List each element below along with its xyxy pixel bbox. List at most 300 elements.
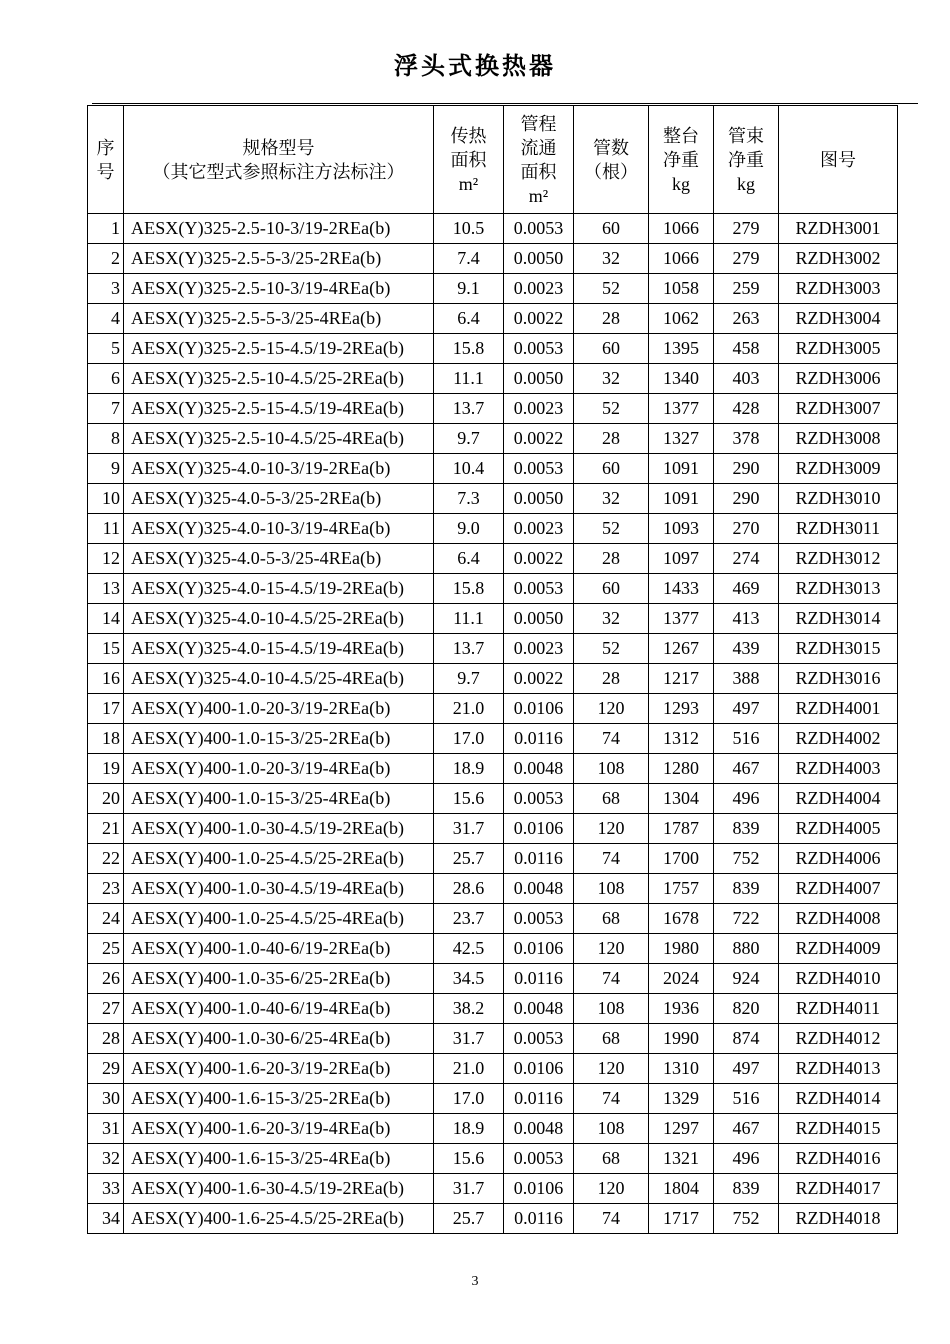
flow-area-cell: 0.0106 bbox=[504, 1054, 574, 1084]
bundle-weight-cell: 516 bbox=[714, 724, 779, 754]
flow-area-cell: 0.0053 bbox=[504, 454, 574, 484]
flow-area-cell: 0.0116 bbox=[504, 1084, 574, 1114]
area-cell: 42.5 bbox=[434, 934, 504, 964]
area-cell: 34.5 bbox=[434, 964, 504, 994]
tube-count-cell: 120 bbox=[574, 694, 649, 724]
spec-cell: AESX(Y)400-1.0-40-6/19-4REa(b) bbox=[124, 994, 434, 1024]
total-weight-cell: 1321 bbox=[649, 1144, 714, 1174]
bundle-weight-cell: 752 bbox=[714, 1204, 779, 1234]
drawing-number-cell: RZDH3007 bbox=[779, 394, 898, 424]
tube-count-cell: 60 bbox=[574, 334, 649, 364]
spec-cell: AESX(Y)400-1.0-20-3/19-4REa(b) bbox=[124, 754, 434, 784]
header-tube-flow-area: 管程 流通 面积 m² bbox=[504, 106, 574, 214]
table-row bbox=[88, 304, 898, 334]
tube-count-cell: 60 bbox=[574, 214, 649, 244]
flow-area-cell: 0.0022 bbox=[504, 424, 574, 454]
tube-count-cell: 120 bbox=[574, 1174, 649, 1204]
bundle-weight-cell: 403 bbox=[714, 364, 779, 394]
spec-cell: AESX(Y)325-4.0-10-4.5/25-2REa(b) bbox=[124, 604, 434, 634]
total-weight-cell: 1280 bbox=[649, 754, 714, 784]
area-cell: 15.6 bbox=[434, 784, 504, 814]
total-weight-cell: 1700 bbox=[649, 844, 714, 874]
tube-count-cell: 108 bbox=[574, 994, 649, 1024]
total-weight-cell: 1787 bbox=[649, 814, 714, 844]
flow-area-cell: 0.0050 bbox=[504, 604, 574, 634]
area-cell: 25.7 bbox=[434, 1204, 504, 1234]
flow-area-cell: 0.0116 bbox=[504, 1204, 574, 1234]
drawing-number-cell: RZDH4012 bbox=[779, 1024, 898, 1054]
total-weight-cell: 1377 bbox=[649, 394, 714, 424]
header-spec: 规格型号 （其它型式参照标注方法标注） bbox=[124, 106, 434, 214]
total-weight-cell: 1097 bbox=[649, 544, 714, 574]
area-cell: 9.0 bbox=[434, 514, 504, 544]
flow-area-cell: 0.0106 bbox=[504, 694, 574, 724]
table-row bbox=[88, 994, 898, 1024]
total-weight-cell: 1058 bbox=[649, 274, 714, 304]
total-weight-cell: 1293 bbox=[649, 694, 714, 724]
table-row bbox=[88, 214, 898, 244]
area-cell: 17.0 bbox=[434, 724, 504, 754]
table-row bbox=[88, 724, 898, 754]
total-weight-cell: 1217 bbox=[649, 664, 714, 694]
area-cell: 31.7 bbox=[434, 1174, 504, 1204]
area-cell: 31.7 bbox=[434, 1024, 504, 1054]
area-cell: 9.1 bbox=[434, 274, 504, 304]
table-row bbox=[88, 634, 898, 664]
area-cell: 18.9 bbox=[434, 1114, 504, 1144]
flow-area-cell: 0.0048 bbox=[504, 1114, 574, 1144]
area-cell: 15.8 bbox=[434, 334, 504, 364]
drawing-number-cell: RZDH3006 bbox=[779, 364, 898, 394]
drawing-number-cell: RZDH3003 bbox=[779, 274, 898, 304]
bundle-weight-cell: 378 bbox=[714, 424, 779, 454]
table-row bbox=[88, 1144, 898, 1174]
table-row bbox=[88, 424, 898, 454]
table-row bbox=[88, 844, 898, 874]
bundle-weight-cell: 279 bbox=[714, 214, 779, 244]
header-row bbox=[88, 106, 898, 214]
spec-cell: AESX(Y)400-1.6-30-4.5/19-2REa(b) bbox=[124, 1174, 434, 1204]
flow-area-cell: 0.0023 bbox=[504, 274, 574, 304]
total-weight-cell: 1066 bbox=[649, 244, 714, 274]
bundle-weight-cell: 270 bbox=[714, 514, 779, 544]
drawing-number-cell: RZDH4005 bbox=[779, 814, 898, 844]
drawing-number-cell: RZDH4013 bbox=[779, 1054, 898, 1084]
area-cell: 25.7 bbox=[434, 844, 504, 874]
spec-cell: AESX(Y)400-1.6-15-3/25-4REa(b) bbox=[124, 1144, 434, 1174]
area-cell: 15.6 bbox=[434, 1144, 504, 1174]
spec-cell: AESX(Y)325-4.0-5-3/25-4REa(b) bbox=[124, 544, 434, 574]
area-cell: 9.7 bbox=[434, 664, 504, 694]
tube-count-cell: 108 bbox=[574, 874, 649, 904]
row-number: 8 bbox=[88, 424, 124, 454]
total-weight-cell: 1377 bbox=[649, 604, 714, 634]
total-weight-cell: 1093 bbox=[649, 514, 714, 544]
table-row bbox=[88, 664, 898, 694]
tube-count-cell: 74 bbox=[574, 1204, 649, 1234]
spec-cell: AESX(Y)400-1.0-15-3/25-2REa(b) bbox=[124, 724, 434, 754]
table-row bbox=[88, 1174, 898, 1204]
total-weight-cell: 1395 bbox=[649, 334, 714, 364]
table-row bbox=[88, 1024, 898, 1054]
total-weight-cell: 1327 bbox=[649, 424, 714, 454]
area-cell: 6.4 bbox=[434, 304, 504, 334]
table-row bbox=[88, 484, 898, 514]
bundle-weight-cell: 413 bbox=[714, 604, 779, 634]
drawing-number-cell: RZDH3011 bbox=[779, 514, 898, 544]
tube-count-cell: 68 bbox=[574, 1144, 649, 1174]
tube-count-cell: 28 bbox=[574, 304, 649, 334]
tube-count-cell: 68 bbox=[574, 784, 649, 814]
tube-count-cell: 32 bbox=[574, 244, 649, 274]
bundle-weight-cell: 290 bbox=[714, 484, 779, 514]
area-cell: 7.3 bbox=[434, 484, 504, 514]
header-no: 序 号 bbox=[88, 106, 124, 214]
table-row bbox=[88, 1054, 898, 1084]
spec-cell: AESX(Y)400-1.0-30-4.5/19-4REa(b) bbox=[124, 874, 434, 904]
header-drawing: 图号 bbox=[779, 106, 898, 214]
total-weight-cell: 1310 bbox=[649, 1054, 714, 1084]
area-cell: 28.6 bbox=[434, 874, 504, 904]
area-cell: 21.0 bbox=[434, 1054, 504, 1084]
tube-count-cell: 28 bbox=[574, 664, 649, 694]
bundle-weight-cell: 274 bbox=[714, 544, 779, 574]
row-number: 3 bbox=[88, 274, 124, 304]
spec-cell: AESX(Y)400-1.0-25-4.5/25-4REa(b) bbox=[124, 904, 434, 934]
tube-count-cell: 52 bbox=[574, 634, 649, 664]
tube-count-cell: 32 bbox=[574, 364, 649, 394]
tube-count-cell: 52 bbox=[574, 394, 649, 424]
tube-count-cell: 74 bbox=[574, 844, 649, 874]
spec-cell: AESX(Y)325-2.5-10-4.5/25-4REa(b) bbox=[124, 424, 434, 454]
row-number: 11 bbox=[88, 514, 124, 544]
area-cell: 6.4 bbox=[434, 544, 504, 574]
row-number: 26 bbox=[88, 964, 124, 994]
drawing-number-cell: RZDH3002 bbox=[779, 244, 898, 274]
table-row bbox=[88, 814, 898, 844]
bundle-weight-cell: 924 bbox=[714, 964, 779, 994]
flow-area-cell: 0.0023 bbox=[504, 634, 574, 664]
spec-cell: AESX(Y)325-2.5-10-3/19-4REa(b) bbox=[124, 274, 434, 304]
table-row bbox=[88, 1084, 898, 1114]
spec-cell: AESX(Y)400-1.0-40-6/19-2REa(b) bbox=[124, 934, 434, 964]
tube-count-cell: 108 bbox=[574, 1114, 649, 1144]
drawing-number-cell: RZDH4006 bbox=[779, 844, 898, 874]
flow-area-cell: 0.0053 bbox=[504, 784, 574, 814]
flow-area-cell: 0.0048 bbox=[504, 754, 574, 784]
drawing-number-cell: RZDH3009 bbox=[779, 454, 898, 484]
total-weight-cell: 1433 bbox=[649, 574, 714, 604]
table-row bbox=[88, 394, 898, 424]
bundle-weight-cell: 496 bbox=[714, 784, 779, 814]
table-row bbox=[88, 904, 898, 934]
total-weight-cell: 1297 bbox=[649, 1114, 714, 1144]
spec-cell: AESX(Y)325-2.5-5-3/25-4REa(b) bbox=[124, 304, 434, 334]
drawing-number-cell: RZDH3004 bbox=[779, 304, 898, 334]
bundle-weight-cell: 752 bbox=[714, 844, 779, 874]
spec-cell: AESX(Y)325-2.5-10-3/19-2REa(b) bbox=[124, 214, 434, 244]
spec-cell: AESX(Y)400-1.0-30-4.5/19-2REa(b) bbox=[124, 814, 434, 844]
flow-area-cell: 0.0022 bbox=[504, 304, 574, 334]
area-cell: 15.8 bbox=[434, 574, 504, 604]
area-cell: 7.4 bbox=[434, 244, 504, 274]
page-title: 浮头式换热器 bbox=[394, 52, 556, 80]
bundle-weight-cell: 497 bbox=[714, 694, 779, 724]
spec-cell: AESX(Y)325-2.5-10-4.5/25-2REa(b) bbox=[124, 364, 434, 394]
total-weight-cell: 1304 bbox=[649, 784, 714, 814]
row-number: 32 bbox=[88, 1144, 124, 1174]
drawing-number-cell: RZDH4003 bbox=[779, 754, 898, 784]
total-weight-cell: 1804 bbox=[649, 1174, 714, 1204]
row-number: 9 bbox=[88, 454, 124, 484]
row-number: 22 bbox=[88, 844, 124, 874]
bundle-weight-cell: 839 bbox=[714, 1174, 779, 1204]
row-number: 23 bbox=[88, 874, 124, 904]
area-cell: 17.0 bbox=[434, 1084, 504, 1114]
drawing-number-cell: RZDH3016 bbox=[779, 664, 898, 694]
bundle-weight-cell: 497 bbox=[714, 1054, 779, 1084]
bundle-weight-cell: 388 bbox=[714, 664, 779, 694]
flow-area-cell: 0.0053 bbox=[504, 1144, 574, 1174]
row-number: 15 bbox=[88, 634, 124, 664]
tube-count-cell: 52 bbox=[574, 274, 649, 304]
table-row bbox=[88, 1114, 898, 1144]
row-number: 33 bbox=[88, 1174, 124, 1204]
bundle-weight-cell: 467 bbox=[714, 754, 779, 784]
flow-area-cell: 0.0048 bbox=[504, 874, 574, 904]
table-row bbox=[88, 544, 898, 574]
total-weight-cell: 1062 bbox=[649, 304, 714, 334]
table-row bbox=[88, 454, 898, 484]
flow-area-cell: 0.0022 bbox=[504, 544, 574, 574]
total-weight-cell: 1066 bbox=[649, 214, 714, 244]
table-row bbox=[88, 574, 898, 604]
row-number: 1 bbox=[88, 214, 124, 244]
drawing-number-cell: RZDH4007 bbox=[779, 874, 898, 904]
page-number: 3 bbox=[471, 1274, 479, 1289]
table-row bbox=[88, 934, 898, 964]
row-number: 4 bbox=[88, 304, 124, 334]
bundle-weight-cell: 880 bbox=[714, 934, 779, 964]
row-number: 19 bbox=[88, 754, 124, 784]
flow-area-cell: 0.0048 bbox=[504, 994, 574, 1024]
total-weight-cell: 1091 bbox=[649, 484, 714, 514]
spec-cell: AESX(Y)400-1.6-20-3/19-4REa(b) bbox=[124, 1114, 434, 1144]
total-weight-cell: 1329 bbox=[649, 1084, 714, 1114]
area-cell: 18.9 bbox=[434, 754, 504, 784]
flow-area-cell: 0.0106 bbox=[504, 1174, 574, 1204]
total-weight-cell: 1267 bbox=[649, 634, 714, 664]
flow-area-cell: 0.0053 bbox=[504, 904, 574, 934]
table-row bbox=[88, 694, 898, 724]
spec-cell: AESX(Y)325-4.0-10-3/19-4REa(b) bbox=[124, 514, 434, 544]
total-weight-cell: 1980 bbox=[649, 934, 714, 964]
drawing-number-cell: RZDH4008 bbox=[779, 904, 898, 934]
tube-count-cell: 32 bbox=[574, 484, 649, 514]
flow-area-cell: 0.0022 bbox=[504, 664, 574, 694]
tube-count-cell: 32 bbox=[574, 604, 649, 634]
area-cell: 23.7 bbox=[434, 904, 504, 934]
bundle-weight-cell: 467 bbox=[714, 1114, 779, 1144]
row-number: 20 bbox=[88, 784, 124, 814]
tube-count-cell: 120 bbox=[574, 1054, 649, 1084]
drawing-number-cell: RZDH3001 bbox=[779, 214, 898, 244]
drawing-number-cell: RZDH4010 bbox=[779, 964, 898, 994]
area-cell: 13.7 bbox=[434, 394, 504, 424]
bundle-weight-cell: 263 bbox=[714, 304, 779, 334]
row-number: 29 bbox=[88, 1054, 124, 1084]
tube-count-cell: 28 bbox=[574, 544, 649, 574]
bundle-weight-cell: 496 bbox=[714, 1144, 779, 1174]
row-number: 5 bbox=[88, 334, 124, 364]
drawing-number-cell: RZDH4002 bbox=[779, 724, 898, 754]
bundle-weight-cell: 279 bbox=[714, 244, 779, 274]
table-row bbox=[88, 784, 898, 814]
spec-cell: AESX(Y)325-4.0-10-4.5/25-4REa(b) bbox=[124, 664, 434, 694]
tube-count-cell: 28 bbox=[574, 424, 649, 454]
bundle-weight-cell: 469 bbox=[714, 574, 779, 604]
row-number: 30 bbox=[88, 1084, 124, 1114]
tube-count-cell: 52 bbox=[574, 514, 649, 544]
row-number: 14 bbox=[88, 604, 124, 634]
flow-area-cell: 0.0116 bbox=[504, 724, 574, 754]
drawing-number-cell: RZDH4004 bbox=[779, 784, 898, 814]
row-number: 28 bbox=[88, 1024, 124, 1054]
spec-cell: AESX(Y)325-4.0-5-3/25-2REa(b) bbox=[124, 484, 434, 514]
drawing-number-cell: RZDH3014 bbox=[779, 604, 898, 634]
row-number: 16 bbox=[88, 664, 124, 694]
total-weight-cell: 1312 bbox=[649, 724, 714, 754]
table-row bbox=[88, 514, 898, 544]
row-number: 18 bbox=[88, 724, 124, 754]
total-weight-cell: 1091 bbox=[649, 454, 714, 484]
spec-cell: AESX(Y)325-4.0-15-4.5/19-4REa(b) bbox=[124, 634, 434, 664]
tube-count-cell: 68 bbox=[574, 1024, 649, 1054]
bundle-weight-cell: 839 bbox=[714, 874, 779, 904]
tube-count-cell: 74 bbox=[574, 724, 649, 754]
flow-area-cell: 0.0050 bbox=[504, 484, 574, 514]
drawing-number-cell: RZDH4009 bbox=[779, 934, 898, 964]
heat-exchanger-table bbox=[87, 105, 898, 1234]
tube-count-cell: 74 bbox=[574, 964, 649, 994]
spec-cell: AESX(Y)400-1.6-15-3/25-2REa(b) bbox=[124, 1084, 434, 1114]
area-cell: 11.1 bbox=[434, 604, 504, 634]
drawing-number-cell: RZDH3008 bbox=[779, 424, 898, 454]
flow-area-cell: 0.0053 bbox=[504, 574, 574, 604]
area-cell: 13.7 bbox=[434, 634, 504, 664]
flow-area-cell: 0.0053 bbox=[504, 334, 574, 364]
area-cell: 21.0 bbox=[434, 694, 504, 724]
bundle-weight-cell: 874 bbox=[714, 1024, 779, 1054]
tube-count-cell: 108 bbox=[574, 754, 649, 784]
table-row bbox=[88, 754, 898, 784]
area-cell: 10.4 bbox=[434, 454, 504, 484]
table-row bbox=[88, 1204, 898, 1234]
header-rule bbox=[92, 103, 918, 104]
row-number: 25 bbox=[88, 934, 124, 964]
drawing-number-cell: RZDH3015 bbox=[779, 634, 898, 664]
spec-cell: AESX(Y)400-1.0-35-6/25-2REa(b) bbox=[124, 964, 434, 994]
tube-count-cell: 120 bbox=[574, 814, 649, 844]
total-weight-cell: 1936 bbox=[649, 994, 714, 1024]
spec-cell: AESX(Y)400-1.6-25-4.5/25-2REa(b) bbox=[124, 1204, 434, 1234]
spec-cell: AESX(Y)400-1.0-25-4.5/25-2REa(b) bbox=[124, 844, 434, 874]
flow-area-cell: 0.0106 bbox=[504, 934, 574, 964]
bundle-weight-cell: 722 bbox=[714, 904, 779, 934]
flow-area-cell: 0.0106 bbox=[504, 814, 574, 844]
area-cell: 38.2 bbox=[434, 994, 504, 1024]
row-number: 13 bbox=[88, 574, 124, 604]
spec-cell: AESX(Y)400-1.0-20-3/19-2REa(b) bbox=[124, 694, 434, 724]
drawing-number-cell: RZDH4001 bbox=[779, 694, 898, 724]
row-number: 34 bbox=[88, 1204, 124, 1234]
table-row bbox=[88, 964, 898, 994]
tube-count-cell: 120 bbox=[574, 934, 649, 964]
table-row bbox=[88, 604, 898, 634]
total-weight-cell: 1340 bbox=[649, 364, 714, 394]
spec-cell: AESX(Y)400-1.0-30-6/25-4REa(b) bbox=[124, 1024, 434, 1054]
row-number: 6 bbox=[88, 364, 124, 394]
row-number: 2 bbox=[88, 244, 124, 274]
drawing-number-cell: RZDH4017 bbox=[779, 1174, 898, 1204]
spec-cell: AESX(Y)325-2.5-15-4.5/19-4REa(b) bbox=[124, 394, 434, 424]
drawing-number-cell: RZDH3005 bbox=[779, 334, 898, 364]
area-cell: 11.1 bbox=[434, 364, 504, 394]
total-weight-cell: 1678 bbox=[649, 904, 714, 934]
row-number: 24 bbox=[88, 904, 124, 934]
bundle-weight-cell: 428 bbox=[714, 394, 779, 424]
flow-area-cell: 0.0023 bbox=[504, 394, 574, 424]
header-bundle-weight: 管束 净重 kg bbox=[714, 106, 779, 214]
row-number: 10 bbox=[88, 484, 124, 514]
row-number: 31 bbox=[88, 1114, 124, 1144]
bundle-weight-cell: 820 bbox=[714, 994, 779, 1024]
drawing-number-cell: RZDH3012 bbox=[779, 544, 898, 574]
tube-count-cell: 60 bbox=[574, 574, 649, 604]
spec-cell: AESX(Y)400-1.0-15-3/25-4REa(b) bbox=[124, 784, 434, 814]
table-row bbox=[88, 334, 898, 364]
drawing-number-cell: RZDH3013 bbox=[779, 574, 898, 604]
bundle-weight-cell: 439 bbox=[714, 634, 779, 664]
header-tube-count: 管数 （根） bbox=[574, 106, 649, 214]
flow-area-cell: 0.0050 bbox=[504, 244, 574, 274]
row-number: 27 bbox=[88, 994, 124, 1024]
spec-cell: AESX(Y)325-2.5-15-4.5/19-2REa(b) bbox=[124, 334, 434, 364]
tube-count-cell: 74 bbox=[574, 1084, 649, 1114]
flow-area-cell: 0.0116 bbox=[504, 964, 574, 994]
spec-cell: AESX(Y)325-4.0-15-4.5/19-2REa(b) bbox=[124, 574, 434, 604]
total-weight-cell: 1717 bbox=[649, 1204, 714, 1234]
spec-cell: AESX(Y)325-4.0-10-3/19-2REa(b) bbox=[124, 454, 434, 484]
drawing-number-cell: RZDH4015 bbox=[779, 1114, 898, 1144]
table-row bbox=[88, 364, 898, 394]
tube-count-cell: 60 bbox=[574, 454, 649, 484]
flow-area-cell: 0.0053 bbox=[504, 1024, 574, 1054]
tube-count-cell: 68 bbox=[574, 904, 649, 934]
drawing-number-cell: RZDH4018 bbox=[779, 1204, 898, 1234]
row-number: 7 bbox=[88, 394, 124, 424]
area-cell: 9.7 bbox=[434, 424, 504, 454]
total-weight-cell: 1990 bbox=[649, 1024, 714, 1054]
row-number: 21 bbox=[88, 814, 124, 844]
bundle-weight-cell: 290 bbox=[714, 454, 779, 484]
area-cell: 31.7 bbox=[434, 814, 504, 844]
table-row bbox=[88, 274, 898, 304]
flow-area-cell: 0.0116 bbox=[504, 844, 574, 874]
bundle-weight-cell: 516 bbox=[714, 1084, 779, 1114]
drawing-number-cell: RZDH4014 bbox=[779, 1084, 898, 1114]
flow-area-cell: 0.0053 bbox=[504, 214, 574, 244]
